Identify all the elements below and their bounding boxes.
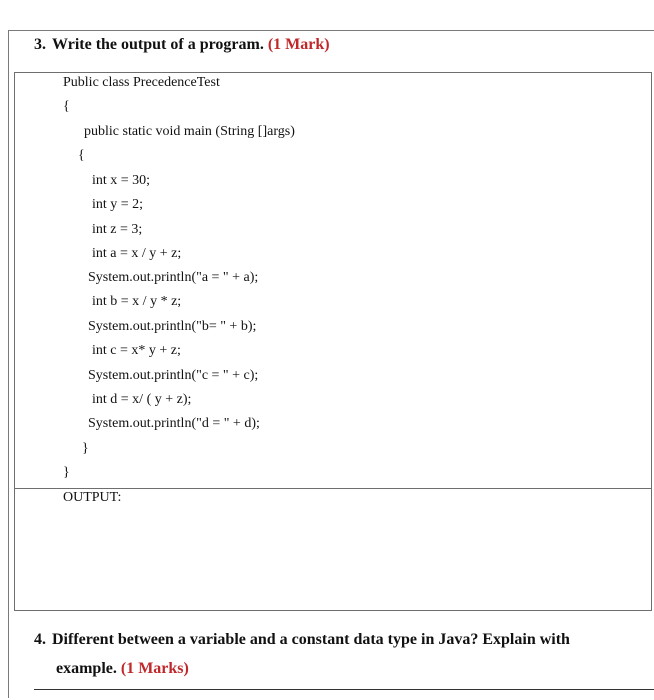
output-label: OUTPUT: [63,490,122,505]
question-4-heading-continued [56,660,189,678]
code-line-int-z: int z = 3; [92,222,143,237]
question-4-heading [34,631,570,649]
question-4-text-line1: Different between a variable and a constant data type in Java? Explain with [52,631,570,648]
output-answer-box[interactable] [14,488,652,611]
bottom-separator-line [34,689,654,690]
code-line-int-a: int a = x / y + z; [92,246,182,261]
code-line-print-d: System.out.println("d = " + d); [88,416,260,431]
code-line-main-open-brace: { [78,148,85,163]
code-line-class-close-brace: } [63,465,70,480]
code-line-print-a: System.out.println("a = " + a); [88,270,259,285]
page-frame-left-border [8,30,9,698]
code-line-int-c: int c = x* y + z; [92,343,181,358]
code-line-print-c: System.out.println("c = " + c); [88,368,259,383]
code-line-print-b: System.out.println("b= " + b); [88,319,257,334]
question-4-number: 4. [34,631,46,648]
code-line-int-y: int y = 2; [92,197,144,212]
code-line-int-b: int b = x / y * z; [92,294,182,309]
code-line-int-x: int x = 30; [92,173,151,188]
question-3-number: 3. [34,36,46,53]
code-line-class-declaration: Public class PrecedenceTest [63,75,220,90]
page-frame-top-border [8,30,654,31]
code-line-main-signature: public static void main (String []args) [84,124,295,139]
question-3-mark: (1 Mark) [267,36,330,53]
code-line-class-open-brace: { [63,99,70,114]
code-line-main-close-brace: } [82,441,89,456]
question-3-text: Write the output of a program. [52,36,264,53]
question-3-heading [34,36,330,54]
code-line-int-d: int d = x/ ( y + z); [92,392,192,407]
question-4-text-line2: example. [56,660,117,677]
question-4-mark: (1 Marks) [120,660,189,677]
